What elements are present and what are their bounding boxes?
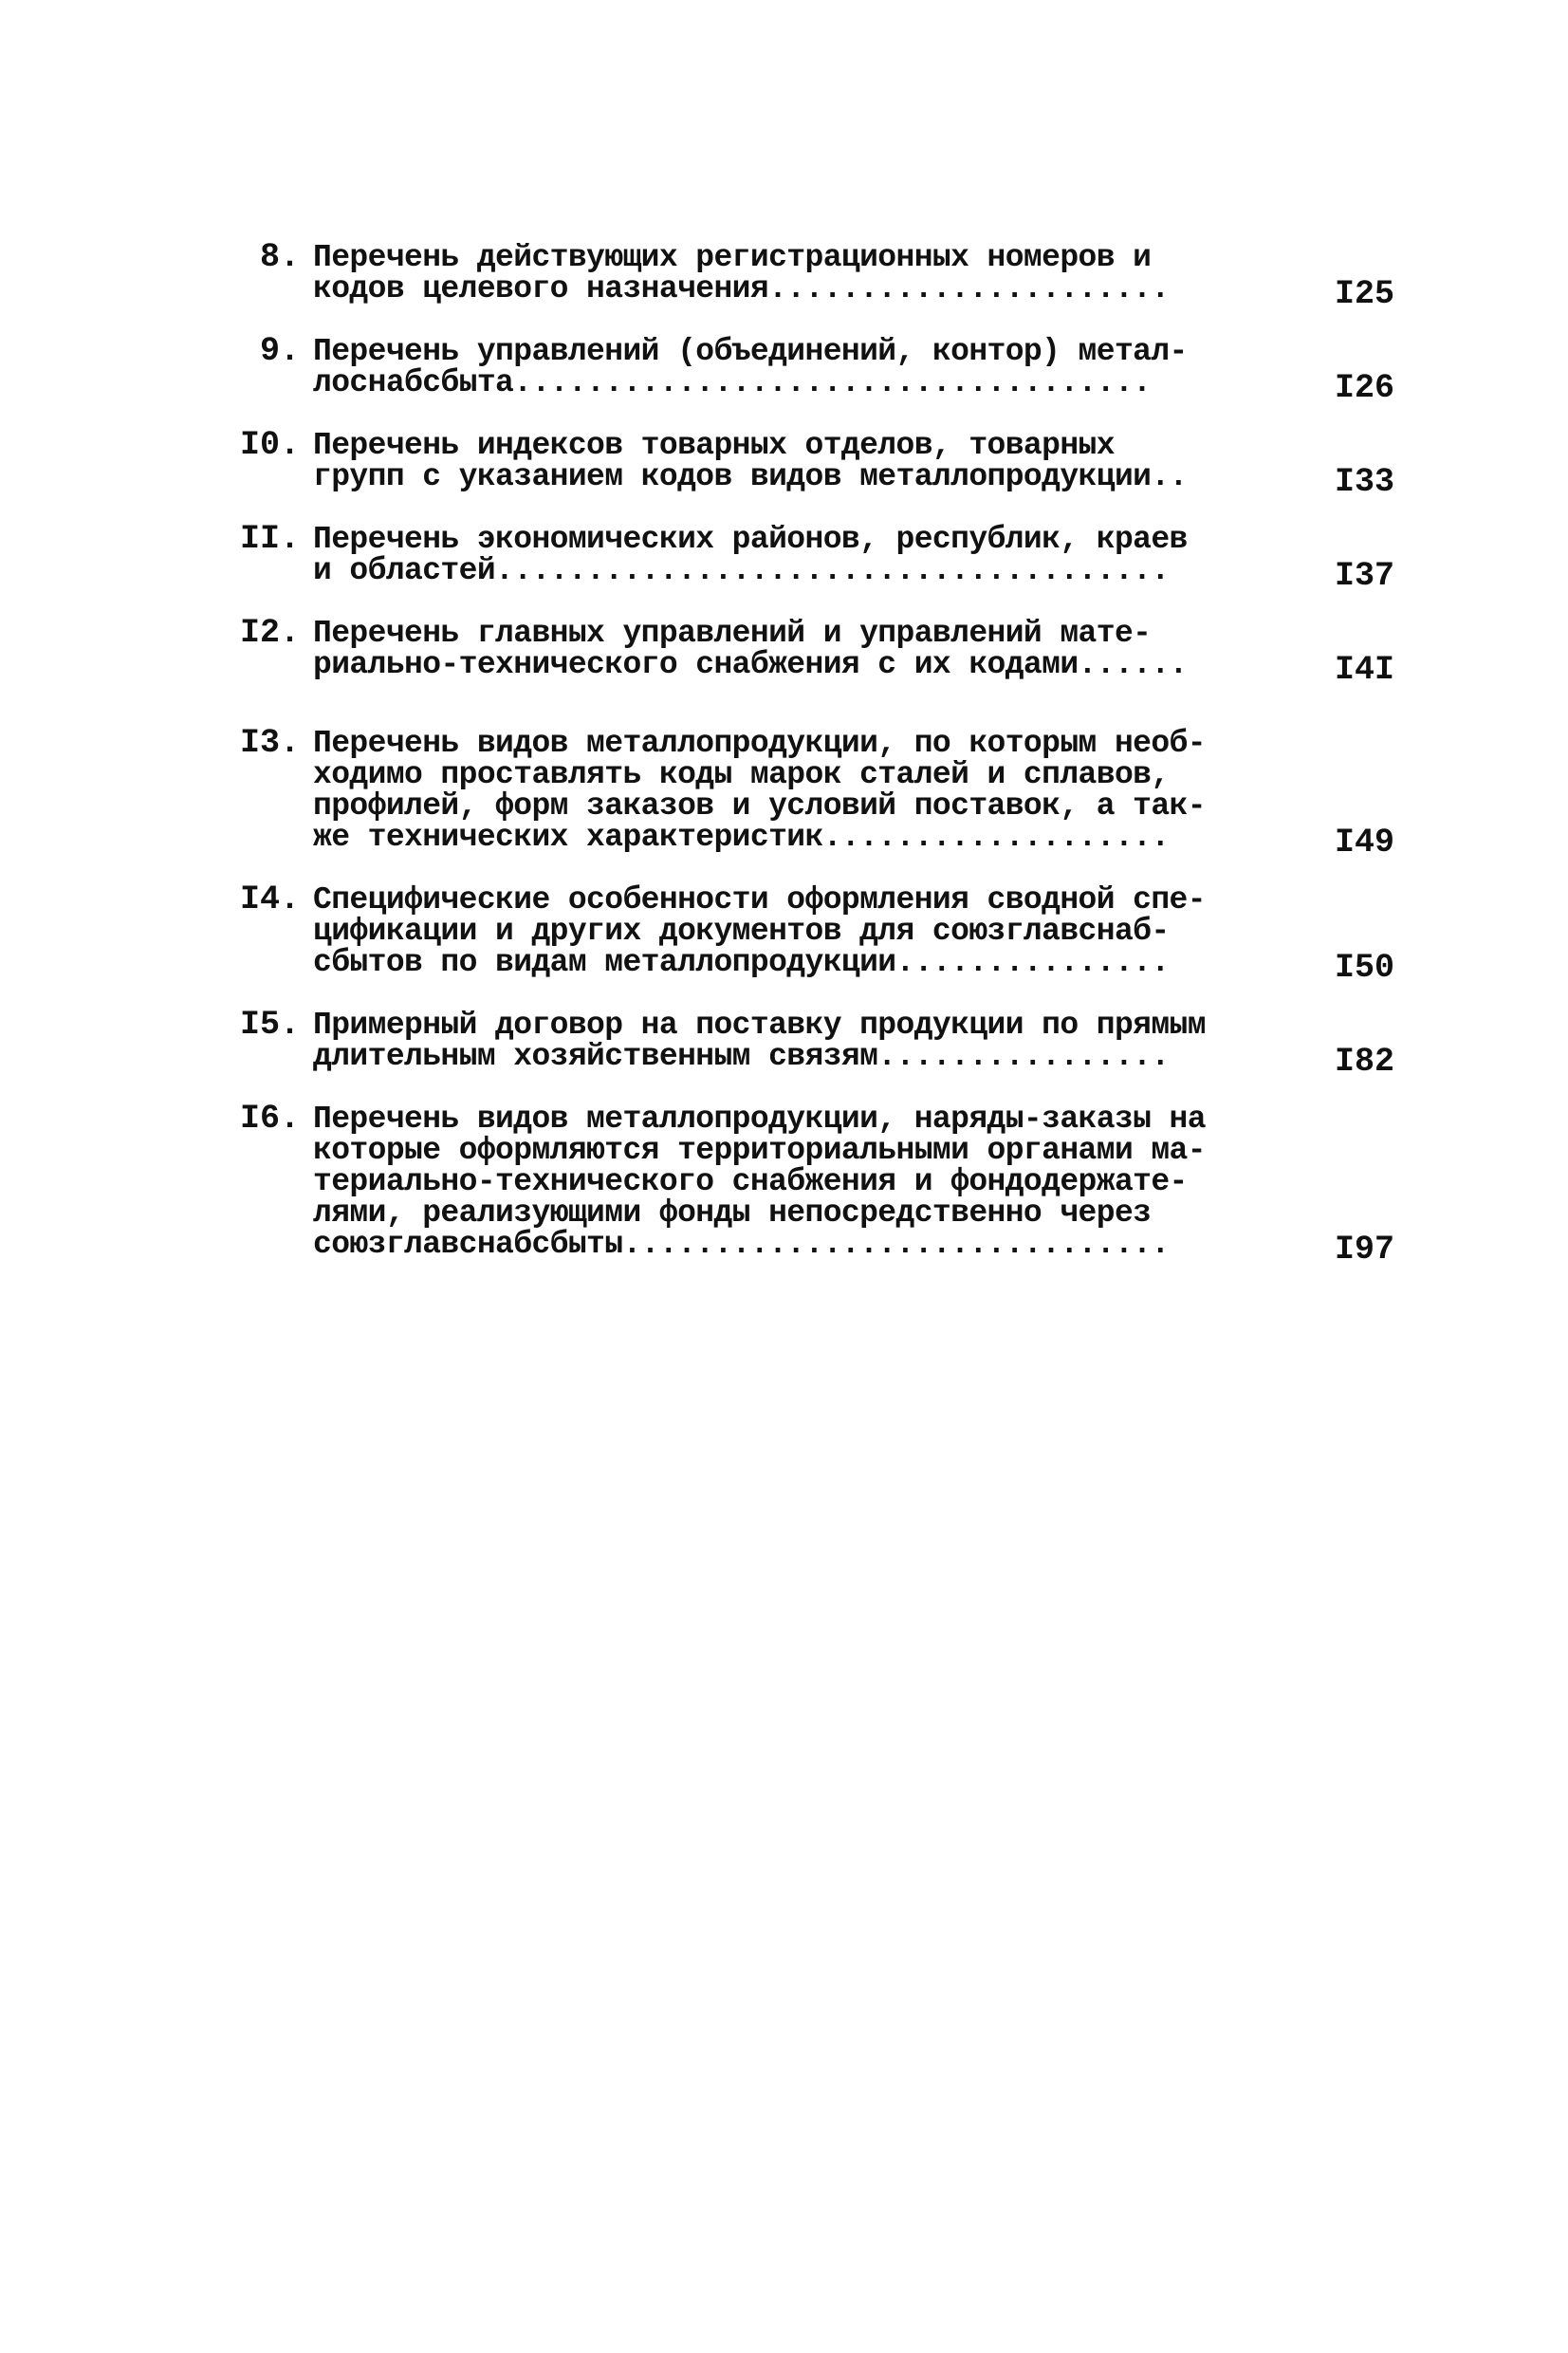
entry-title-line: же технических характеристик................... [313, 820, 1170, 855]
entry-page-number: I49 [1334, 824, 1394, 862]
toc-entry-11 [228, 520, 1394, 595]
entry-title-line: кодов целевого назначения...................... [313, 271, 1170, 306]
entry-title-line: союзглавснабсбыты.............................. [313, 1227, 1170, 1262]
entry-page-number: I33 [1334, 463, 1394, 501]
entry-number: 8. [259, 238, 300, 276]
toc-entry-12 [228, 614, 1394, 689]
entry-title-line: Примерный договор на поставку продукции по прямым [313, 1008, 1206, 1043]
toc-entry-10 [228, 426, 1394, 501]
entry-title [313, 430, 1267, 492]
entry-page-number: I26 [1334, 369, 1394, 407]
entry-title-line: лями, реализующими фонды непосредственно через [313, 1195, 1152, 1231]
entry-title [313, 728, 1267, 853]
entry-title-line: длительным хозяйственным связям................ [313, 1039, 1170, 1074]
entry-title [313, 524, 1267, 586]
entry-title-line: профилей, форм заказов и условий поставок, а так- [313, 788, 1206, 824]
toc-entry-9 [228, 332, 1394, 407]
entry-page-number: I97 [1334, 1231, 1394, 1269]
entry-title [313, 336, 1267, 398]
entry-title [313, 1103, 1267, 1260]
entry-number: II. [239, 520, 300, 558]
entry-title-line: Специфические особенности оформления сводной спе- [313, 882, 1206, 917]
entry-title-line: Перечень индексов товарных отделов, товарных [313, 428, 1115, 463]
entry-number: I5. [239, 1006, 300, 1044]
toc-entry-15 [228, 1006, 1394, 1081]
entry-page-number: I50 [1334, 949, 1394, 987]
entry-title-line: цификации и других документов для союзглавснаб- [313, 914, 1170, 949]
entry-page-number: I37 [1334, 557, 1394, 595]
entry-title-line: териально-технического снабжения и фондодержате- [313, 1164, 1188, 1199]
entry-page-number: I25 [1334, 275, 1394, 313]
entry-title-line: ходимо проставлять коды марок сталей и сплавов, [313, 757, 1170, 792]
toc-entry-14 [228, 880, 1394, 987]
entry-number: I6. [239, 1100, 300, 1138]
entry-title-line: Перечень видов металлопродукции, по которым необ- [313, 726, 1206, 761]
entry-title [313, 1010, 1267, 1072]
entry-title-line: и областей..................................... [313, 553, 1170, 588]
table-of-contents [228, 238, 1394, 1269]
entry-title-line: Перечень видов металлопродукции, наряды-заказы на [313, 1102, 1206, 1137]
entry-number: I0. [239, 426, 300, 464]
entry-title-line: Перечень действующих регистрационных номеров и [313, 240, 1152, 275]
entry-title [313, 884, 1267, 978]
entry-title-line: сбытов по видам металлопродукции............... [313, 945, 1170, 980]
entry-title-line: Перечень главных управлений и управлений мате- [313, 616, 1152, 651]
entry-title [313, 242, 1267, 305]
entry-number: I4. [239, 880, 300, 918]
entry-title-line: риально-технического снабжения с их кодами...... [313, 647, 1188, 682]
entry-page-number: I82 [1334, 1043, 1394, 1081]
entry-number: I3. [239, 724, 300, 762]
entry-page-number: I4I [1334, 651, 1394, 689]
toc-entry-13 [228, 724, 1394, 862]
entry-title-line: лоснабсбыта................................... [313, 365, 1152, 400]
entry-number: I2. [239, 614, 300, 652]
entry-title-line: групп с указанием кодов видов металлопродукции.. [313, 459, 1188, 494]
entry-title [313, 618, 1267, 680]
entry-title-line: Перечень управлений (объединений, контор) метал- [313, 334, 1188, 369]
toc-entry-8 [228, 238, 1394, 313]
entry-number: 9. [259, 332, 300, 370]
entry-title-line: которые оформляются территориальными органами ма- [313, 1133, 1206, 1168]
toc-entry-16 [228, 1100, 1394, 1269]
entry-title-line: Перечень экономических районов, республик, краев [313, 522, 1188, 557]
